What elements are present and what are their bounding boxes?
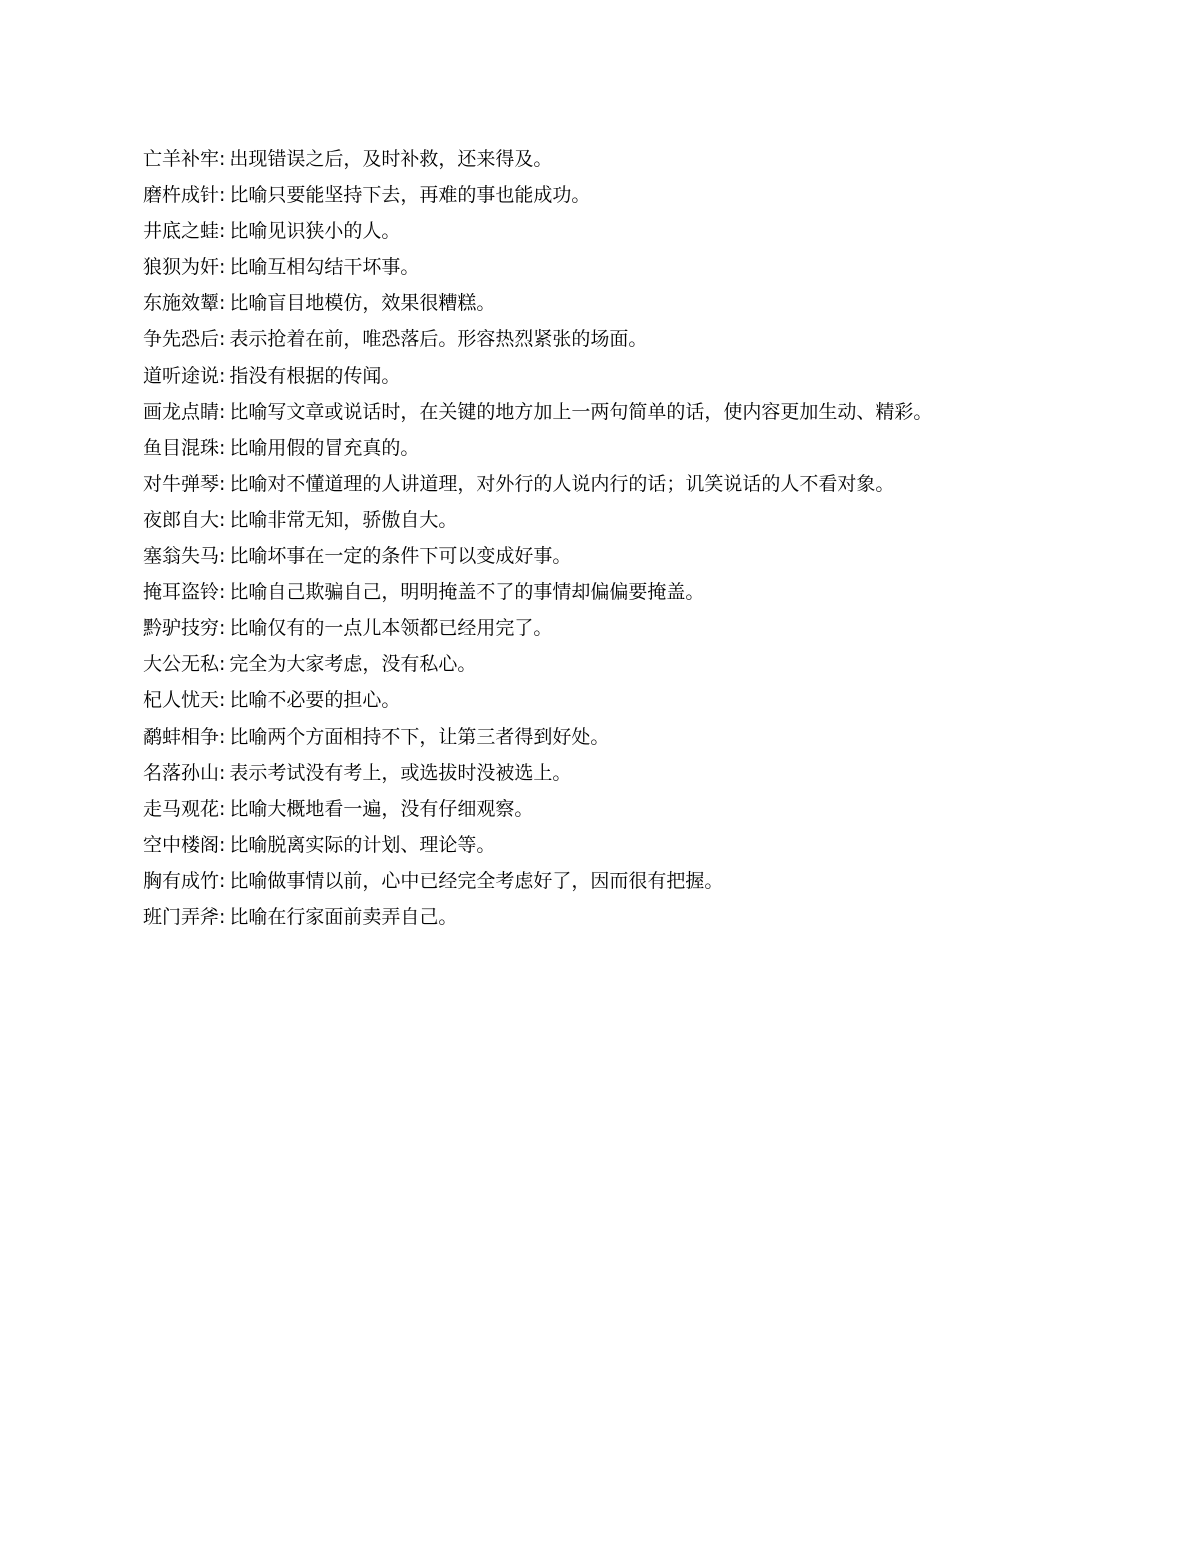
idiom-entry: 鱼目混珠: 比喻用假的冒充真的。 <box>143 436 420 459</box>
idiom-entry: 班门弄斧: 比喻在行家面前卖弄自己。 <box>143 905 458 928</box>
idiom-term: 黔驴技穷 <box>143 617 220 640</box>
idiom-meaning: 比喻用假的冒充真的。 <box>229 436 420 459</box>
idiom-term: 道听途说 <box>143 364 220 387</box>
idiom-term: 对牛弹琴 <box>143 472 220 495</box>
idiom-meaning: 表示考试没有考上，或选拔时没被选上。 <box>229 761 572 784</box>
idiom-term: 亡羊补牢 <box>143 148 220 170</box>
idiom-entry: 夜郎自大: 比喻非常无知，骄傲自大。 <box>143 508 458 531</box>
idiom-term: 井底之蛙 <box>143 220 220 243</box>
idiom-meaning: 比喻做事情以前，心中已经完全考虑好了，因而很有把握。 <box>229 869 724 892</box>
idiom-meaning: 比喻见识狭小的人。 <box>229 220 401 243</box>
idiom-meaning: 比喻坏事在一定的条件下可以变成好事。 <box>229 545 572 568</box>
idiom-term: 狼狈为奸 <box>143 256 220 279</box>
idiom-meaning: 比喻互相勾结干坏事。 <box>229 256 420 279</box>
idiom-term: 争先恐后 <box>143 328 220 351</box>
idiom-term: 磨杵成针 <box>143 184 220 207</box>
idiom-meaning: 比喻脱离实际的计划、理论等。 <box>229 833 496 856</box>
idiom-list <box>143 141 1163 935</box>
idiom-meaning: 比喻只要能坚持下去，再难的事也能成功。 <box>229 184 591 207</box>
idiom-term: 掩耳盗铃 <box>143 581 220 604</box>
idiom-entry: 狼狈为奸: 比喻互相勾结干坏事。 <box>143 256 420 279</box>
idiom-entry: 画龙点睛: 比喻写文章或说话时，在关键的地方加上一两句简单的话，使内容更加生动、精彩。 <box>143 400 933 423</box>
idiom-meaning: 出现错误之后，及时补救，还来得及。 <box>229 148 553 170</box>
idiom-term: 胸有成竹 <box>143 869 220 892</box>
idiom-meaning: 比喻两个方面相持不下，让第三者得到好处。 <box>229 725 610 748</box>
idiom-term: 班门弄斧 <box>143 905 220 928</box>
idiom-term: 杞人忧天 <box>143 689 220 712</box>
idiom-meaning: 比喻写文章或说话时，在关键的地方加上一两句简单的话，使内容更加生动、精彩。 <box>229 400 933 423</box>
idiom-entry: 杞人忧天: 比喻不必要的担心。 <box>143 689 401 712</box>
idiom-entry: 井底之蛙: 比喻见识狭小的人。 <box>143 220 401 243</box>
idiom-meaning: 表示抢着在前，唯恐落后。形容热烈紧张的场面。 <box>229 328 648 351</box>
idiom-meaning: 比喻大概地看一遍，没有仔细观察。 <box>229 797 534 820</box>
idiom-meaning: 比喻非常无知，骄傲自大。 <box>229 508 458 531</box>
idiom-term: 东施效颦 <box>143 292 220 315</box>
idiom-term: 名落孙山 <box>143 761 220 784</box>
idiom-entry: 胸有成竹: 比喻做事情以前，心中已经完全考虑好了，因而很有把握。 <box>143 869 724 892</box>
idiom-entry: 走马观花: 比喻大概地看一遍，没有仔细观察。 <box>143 797 534 820</box>
idiom-meaning: 比喻仅有的一点儿本领都已经用完了。 <box>229 617 553 640</box>
idiom-term: 鱼目混珠 <box>143 436 220 459</box>
idiom-meaning: 比喻对不懂道理的人讲道理，对外行的人说内行的话；讥笑说话的人不看对象。 <box>229 472 895 495</box>
idiom-entry: 塞翁失马: 比喻坏事在一定的条件下可以变成好事。 <box>143 545 572 568</box>
idiom-term: 画龙点睛 <box>143 400 220 423</box>
idiom-entry: 鹬蚌相争: 比喻两个方面相持不下，让第三者得到好处。 <box>143 725 610 748</box>
idiom-term: 夜郎自大 <box>143 508 220 531</box>
idiom-entry: 空中楼阁: 比喻脱离实际的计划、理论等。 <box>143 833 496 856</box>
idiom-meaning: 比喻在行家面前卖弄自己。 <box>229 905 458 928</box>
idiom-meaning: 比喻盲目地模仿，效果很糟糕。 <box>229 292 496 315</box>
idiom-meaning: 指没有根据的传闻。 <box>229 364 401 387</box>
idiom-entry: 东施效颦: 比喻盲目地模仿，效果很糟糕。 <box>143 292 496 315</box>
idiom-meaning: 完全为大家考虑，没有私心。 <box>229 653 477 676</box>
idiom-entry: 磨杵成针: 比喻只要能坚持下去，再难的事也能成功。 <box>143 184 591 207</box>
idiom-entry: 黔驴技穷: 比喻仅有的一点儿本领都已经用完了。 <box>143 617 553 640</box>
idiom-entry: 名落孙山: 表示考试没有考上，或选拔时没被选上。 <box>143 761 572 784</box>
idiom-meaning: 比喻不必要的担心。 <box>229 689 401 712</box>
idiom-meaning: 比喻自己欺骗自己，明明掩盖不了的事情却偏偏要掩盖。 <box>229 581 705 604</box>
idiom-term: 鹬蚌相争 <box>143 725 220 748</box>
idiom-entry: 对牛弹琴: 比喻对不懂道理的人讲道理，对外行的人说内行的话；讥笑说话的人不看对象。 <box>143 472 895 495</box>
idiom-entry: 道听途说: 指没有根据的传闻。 <box>143 364 401 387</box>
idiom-term: 大公无私 <box>143 653 220 676</box>
idiom-entry: 掩耳盗铃: 比喻自己欺骗自己，明明掩盖不了的事情却偏偏要掩盖。 <box>143 581 705 604</box>
idiom-entry: 大公无私: 完全为大家考虑，没有私心。 <box>143 653 477 676</box>
idiom-entry: 亡羊补牢: 出现错误之后，及时补救，还来得及。 <box>143 148 553 170</box>
idiom-entry: 争先恐后: 表示抢着在前，唯恐落后。形容热烈紧张的场面。 <box>143 328 648 351</box>
idiom-term: 走马观花 <box>143 797 220 820</box>
idiom-term: 塞翁失马 <box>143 545 220 568</box>
idiom-term: 空中楼阁 <box>143 833 220 856</box>
